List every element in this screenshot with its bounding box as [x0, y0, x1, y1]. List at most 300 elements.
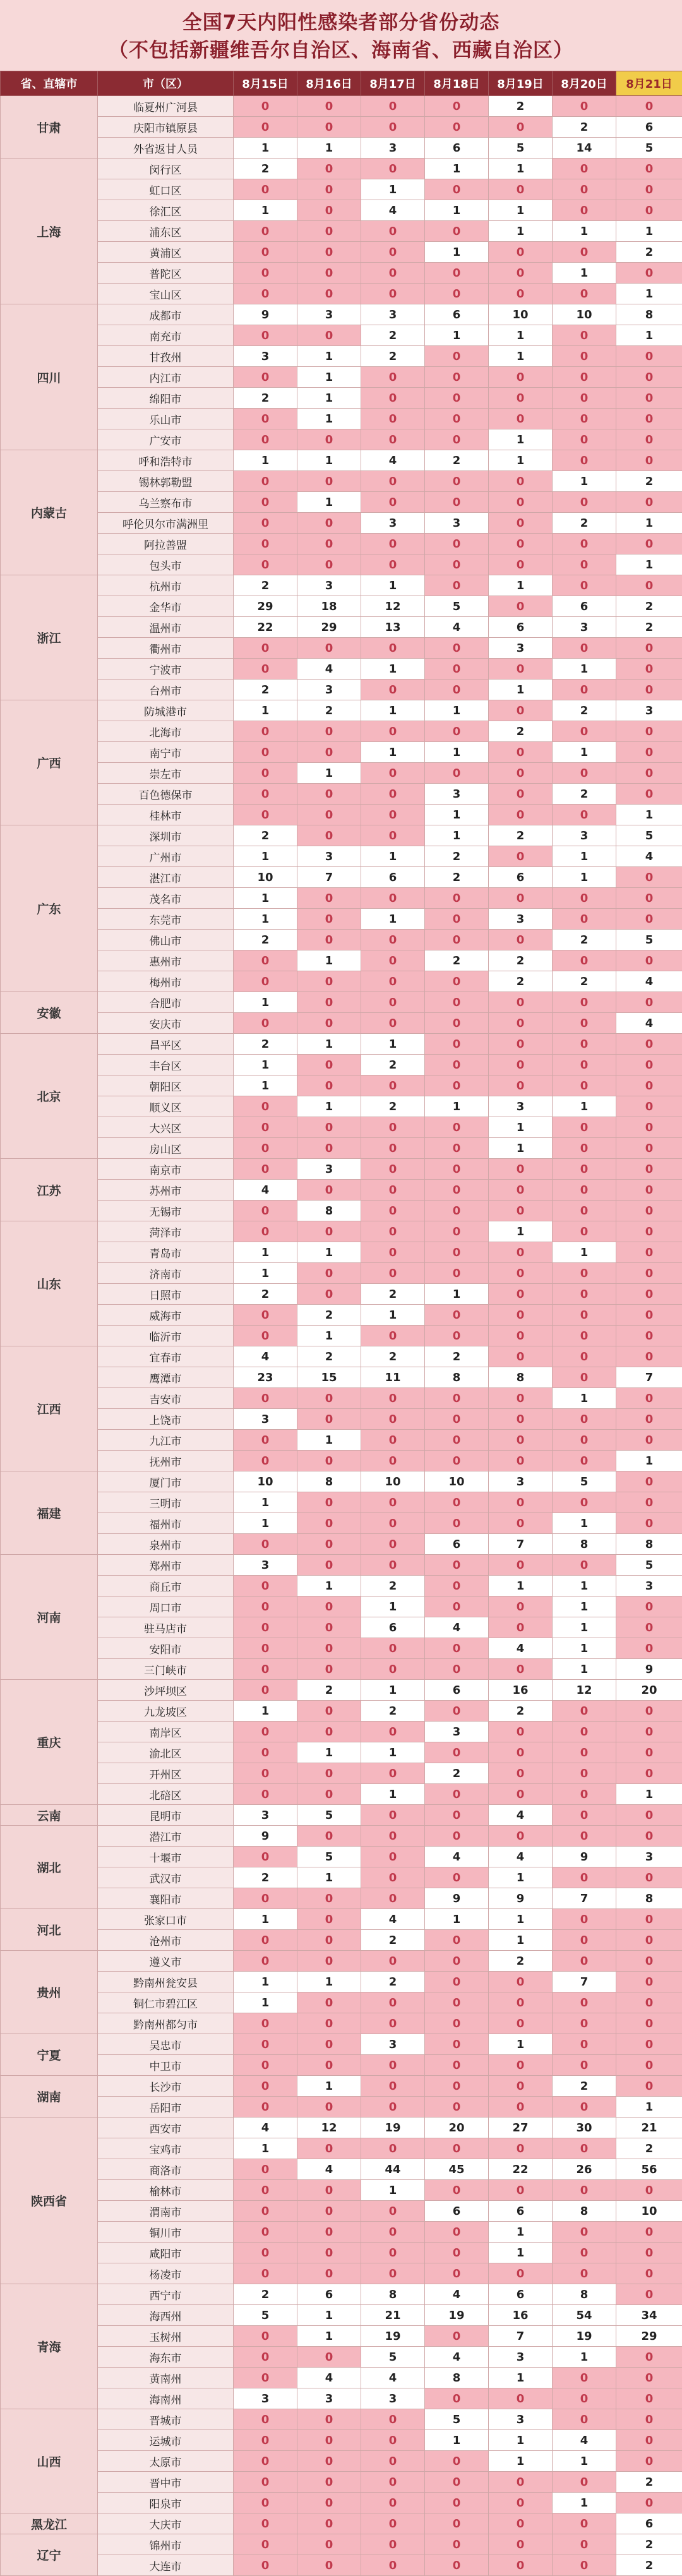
- table-row: [1, 1513, 682, 1534]
- count-cell: 2: [234, 388, 297, 409]
- count-cell: 0: [297, 513, 361, 534]
- count-cell: 0: [489, 2263, 553, 2284]
- count-cell: 0: [489, 1742, 553, 1763]
- table-row: [1, 1555, 682, 1576]
- count-cell: 1: [553, 1638, 616, 1659]
- table-row: [1, 2388, 682, 2409]
- city-cell: 衢州市: [98, 638, 234, 659]
- count-cell: 3: [489, 909, 553, 930]
- count-cell: 0: [489, 471, 553, 492]
- count-cell: 0: [234, 2347, 297, 2368]
- city-cell: 深圳市: [98, 825, 234, 846]
- count-cell: 0: [616, 1951, 682, 1972]
- count-cell: 0: [361, 96, 425, 117]
- city-cell: 海西州: [98, 2305, 234, 2326]
- count-cell: 4: [616, 846, 682, 867]
- count-cell: 0: [234, 763, 297, 784]
- city-cell: 青岛市: [98, 1242, 234, 1263]
- count-cell: 4: [425, 2284, 489, 2305]
- count-cell: 2: [234, 2284, 297, 2305]
- count-cell: 0: [361, 2451, 425, 2472]
- count-cell: 4: [234, 2118, 297, 2138]
- count-cell: 2: [553, 2076, 616, 2097]
- count-cell: 5: [297, 1847, 361, 1867]
- city-cell: 无锡市: [98, 1201, 234, 1221]
- count-cell: 0: [361, 1888, 425, 1909]
- count-cell: 0: [425, 2263, 489, 2284]
- count-cell: 0: [361, 1430, 425, 1451]
- city-cell: 中卫市: [98, 2055, 234, 2076]
- count-cell: 4: [489, 1805, 553, 1826]
- count-cell: 0: [297, 721, 361, 742]
- count-cell: 2: [489, 1701, 553, 1722]
- count-cell: 1: [361, 846, 425, 867]
- count-cell: 0: [425, 2034, 489, 2055]
- count-cell: 0: [616, 2409, 682, 2430]
- count-cell: 0: [297, 1388, 361, 1409]
- count-cell: 0: [425, 1034, 489, 1055]
- count-cell: 1: [361, 575, 425, 596]
- count-cell: 0: [425, 1826, 489, 1847]
- count-cell: 1: [489, 1909, 553, 1930]
- table-row: [1, 2097, 682, 2118]
- city-cell: 庆阳市镇原县: [98, 117, 234, 138]
- count-cell: 0: [297, 471, 361, 492]
- count-cell: 4: [425, 1847, 489, 1867]
- count-cell: 1: [234, 1909, 297, 1930]
- count-cell: 2: [361, 1576, 425, 1597]
- count-cell: 2: [234, 680, 297, 700]
- count-cell: 0: [425, 367, 489, 388]
- count-cell: 3: [361, 304, 425, 325]
- city-cell: 晋中市: [98, 2472, 234, 2493]
- count-cell: 1: [425, 1284, 489, 1305]
- count-cell: 2: [234, 1034, 297, 1055]
- city-cell: 内江市: [98, 367, 234, 388]
- count-cell: 2: [234, 1867, 297, 1888]
- count-cell: 0: [553, 1180, 616, 1201]
- table-row: [1, 1576, 682, 1597]
- table-row: [1, 1180, 682, 1201]
- table-row: [1, 221, 682, 242]
- table-row: [1, 1055, 682, 1075]
- count-cell: 8: [425, 2368, 489, 2388]
- count-cell: 1: [553, 1659, 616, 1680]
- count-cell: 0: [297, 2555, 361, 2576]
- count-cell: 0: [553, 1305, 616, 1326]
- count-cell: 0: [234, 471, 297, 492]
- count-cell: 0: [425, 1180, 489, 1201]
- count-cell: 0: [489, 992, 553, 1013]
- city-cell: 防城港市: [98, 700, 234, 721]
- count-cell: 3: [361, 2034, 425, 2055]
- count-cell: 0: [234, 2493, 297, 2513]
- count-cell: 0: [553, 2180, 616, 2201]
- count-cell: 0: [616, 1763, 682, 1784]
- count-cell: 20: [425, 2118, 489, 2138]
- count-cell: 6: [425, 1680, 489, 1701]
- count-cell: 1: [297, 388, 361, 409]
- count-cell: 0: [425, 534, 489, 554]
- count-cell: 3: [489, 1096, 553, 1117]
- count-cell: 0: [553, 1742, 616, 1763]
- count-cell: 1: [553, 1617, 616, 1638]
- count-cell: 0: [425, 659, 489, 680]
- count-cell: 0: [297, 179, 361, 200]
- count-cell: 4: [489, 1638, 553, 1659]
- count-cell: 0: [361, 2055, 425, 2076]
- count-cell: 0: [489, 2076, 553, 2097]
- count-cell: 45: [425, 2159, 489, 2180]
- count-cell: 0: [489, 2013, 553, 2034]
- table-row: [1, 1159, 682, 1180]
- table-row: [1, 2472, 682, 2493]
- count-cell: 0: [297, 325, 361, 346]
- count-cell: 0: [616, 1992, 682, 2013]
- count-cell: 0: [297, 1492, 361, 1513]
- count-cell: 0: [616, 2180, 682, 2201]
- count-cell: 8: [553, 2201, 616, 2222]
- count-cell: 3: [297, 575, 361, 596]
- table-row: [1, 1951, 682, 1972]
- count-cell: 7: [616, 1367, 682, 1388]
- count-cell: 0: [425, 471, 489, 492]
- table-row: [1, 429, 682, 450]
- city-cell: 包头市: [98, 554, 234, 575]
- count-cell: 1: [553, 1242, 616, 1263]
- count-cell: 9: [234, 1826, 297, 1847]
- count-cell: 0: [489, 1034, 553, 1055]
- count-cell: 0: [425, 554, 489, 575]
- city-cell: 菏泽市: [98, 1221, 234, 1242]
- count-cell: 0: [616, 346, 682, 367]
- table-row: [1, 1430, 682, 1451]
- city-cell: 朝阳区: [98, 1075, 234, 1096]
- count-cell: 0: [297, 1826, 361, 1847]
- count-cell: 0: [616, 1201, 682, 1221]
- count-cell: 0: [234, 1534, 297, 1555]
- table-row: [1, 1847, 682, 1867]
- count-cell: 30: [553, 2118, 616, 2138]
- city-cell: 宜春市: [98, 1346, 234, 1367]
- count-cell: 1: [297, 492, 361, 513]
- count-cell: 0: [234, 2472, 297, 2493]
- count-cell: 0: [553, 346, 616, 367]
- count-cell: 0: [234, 554, 297, 575]
- count-cell: 0: [616, 1909, 682, 1930]
- count-cell: 0: [234, 2159, 297, 2180]
- count-cell: 1: [553, 2347, 616, 2368]
- count-cell: 0: [553, 1492, 616, 1513]
- table-row: [1, 1659, 682, 1680]
- count-cell: 1: [489, 346, 553, 367]
- count-cell: 6: [425, 2201, 489, 2222]
- count-cell: 0: [489, 2388, 553, 2409]
- city-cell: 大连市: [98, 2555, 234, 2576]
- count-cell: 1: [553, 2451, 616, 2472]
- table-row: [1, 2138, 682, 2159]
- count-cell: 0: [489, 1346, 553, 1367]
- count-cell: 0: [425, 1742, 489, 1763]
- table-row: [1, 888, 682, 909]
- count-cell: 7: [553, 1888, 616, 1909]
- count-cell: 0: [297, 971, 361, 992]
- table-row: [1, 1784, 682, 1805]
- count-cell: 0: [361, 1722, 425, 1742]
- count-cell: 5: [425, 596, 489, 617]
- count-cell: 0: [234, 742, 297, 763]
- table-row: [1, 1263, 682, 1284]
- province-cell: 贵州: [1, 1951, 98, 2034]
- count-cell: 0: [425, 1972, 489, 1992]
- count-cell: 1: [553, 1096, 616, 1117]
- city-cell: 丰台区: [98, 1055, 234, 1075]
- count-cell: 0: [234, 367, 297, 388]
- count-cell: 1: [361, 1034, 425, 1055]
- count-cell: 0: [234, 1326, 297, 1346]
- count-cell: 0: [616, 367, 682, 388]
- count-cell: 0: [234, 2034, 297, 2055]
- count-cell: 7: [489, 2326, 553, 2347]
- count-cell: 0: [425, 1201, 489, 1221]
- city-cell: 抚州市: [98, 1451, 234, 1471]
- city-cell: 开州区: [98, 1763, 234, 1784]
- count-cell: 0: [361, 2513, 425, 2534]
- count-cell: 0: [616, 179, 682, 200]
- table-row: [1, 2263, 682, 2284]
- count-cell: 0: [361, 1221, 425, 1242]
- count-cell: 1: [616, 1451, 682, 1471]
- province-cell: 辽宁: [1, 2534, 98, 2576]
- count-cell: 0: [297, 2263, 361, 2284]
- province-cell: 上海: [1, 159, 98, 304]
- count-cell: 5: [361, 2347, 425, 2368]
- count-cell: 0: [616, 1138, 682, 1159]
- count-cell: 0: [361, 1513, 425, 1534]
- count-cell: 0: [234, 1201, 297, 1221]
- count-cell: 8: [553, 1534, 616, 1555]
- count-cell: 44: [361, 2159, 425, 2180]
- count-cell: 1: [234, 200, 297, 221]
- count-cell: 0: [361, 1638, 425, 1659]
- count-cell: 0: [553, 429, 616, 450]
- count-cell: 0: [297, 1701, 361, 1722]
- count-cell: 3: [425, 513, 489, 534]
- city-cell: 晋城市: [98, 2409, 234, 2430]
- count-cell: 2: [297, 1305, 361, 1326]
- count-cell: 3: [297, 846, 361, 867]
- count-cell: 6: [489, 617, 553, 638]
- city-cell: 西安市: [98, 2118, 234, 2138]
- count-cell: 0: [616, 2347, 682, 2368]
- count-cell: 1: [297, 1034, 361, 1055]
- count-cell: 0: [297, 888, 361, 909]
- count-cell: 2: [616, 2555, 682, 2576]
- count-cell: 0: [297, 2034, 361, 2055]
- count-cell: 0: [616, 2368, 682, 2388]
- count-cell: 0: [489, 367, 553, 388]
- province-cell: 山东: [1, 1221, 98, 1346]
- count-cell: 4: [553, 2430, 616, 2451]
- count-cell: 10: [425, 1471, 489, 1492]
- count-cell: 0: [297, 1075, 361, 1096]
- city-cell: 渭南市: [98, 2201, 234, 2222]
- count-cell: 0: [297, 1722, 361, 1742]
- count-cell: 0: [425, 992, 489, 1013]
- count-cell: 3: [489, 638, 553, 659]
- count-cell: 5: [234, 2305, 297, 2326]
- count-cell: 0: [234, 2409, 297, 2430]
- count-cell: 0: [425, 1638, 489, 1659]
- count-cell: 1: [361, 1680, 425, 1701]
- count-cell: 0: [553, 2013, 616, 2034]
- count-cell: 4: [361, 2368, 425, 2388]
- count-cell: 0: [616, 1242, 682, 1263]
- count-cell: 0: [553, 1805, 616, 1826]
- count-cell: 0: [297, 909, 361, 930]
- count-cell: 0: [297, 1138, 361, 1159]
- count-cell: 0: [361, 1326, 425, 1346]
- city-cell: 大兴区: [98, 1117, 234, 1138]
- count-cell: 6: [553, 596, 616, 617]
- count-cell: 0: [616, 1263, 682, 1284]
- count-cell: 0: [297, 2472, 361, 2493]
- count-cell: 0: [616, 575, 682, 596]
- count-cell: 10: [553, 304, 616, 325]
- count-cell: 1: [489, 1221, 553, 1242]
- count-cell: 12: [553, 1680, 616, 1701]
- count-cell: 6: [425, 304, 489, 325]
- count-cell: 1: [553, 1513, 616, 1534]
- count-cell: 0: [489, 784, 553, 805]
- count-cell: 0: [616, 1722, 682, 1742]
- count-cell: 1: [425, 825, 489, 846]
- count-cell: 0: [234, 242, 297, 263]
- city-cell: 锦州市: [98, 2534, 234, 2555]
- table-row: [1, 846, 682, 867]
- count-cell: 0: [489, 1659, 553, 1680]
- count-cell: 0: [361, 554, 425, 575]
- count-cell: 0: [553, 2263, 616, 2284]
- count-cell: 0: [616, 680, 682, 700]
- count-cell: 0: [361, 763, 425, 784]
- count-cell: 0: [616, 1159, 682, 1180]
- count-cell: 10: [616, 2201, 682, 2222]
- count-cell: 2: [297, 700, 361, 721]
- count-cell: 0: [425, 96, 489, 117]
- count-cell: 6: [361, 1617, 425, 1638]
- count-cell: 2: [361, 1930, 425, 1951]
- city-cell: 闵行区: [98, 159, 234, 179]
- count-cell: 0: [616, 888, 682, 909]
- count-cell: 0: [361, 638, 425, 659]
- count-cell: 0: [553, 2222, 616, 2243]
- city-cell: 昆明市: [98, 1805, 234, 1826]
- count-cell: 3: [361, 513, 425, 534]
- count-cell: 0: [425, 221, 489, 242]
- count-cell: 34: [616, 2305, 682, 2326]
- count-cell: 0: [616, 492, 682, 513]
- count-cell: 1: [297, 1576, 361, 1597]
- count-cell: 1: [234, 138, 297, 159]
- count-cell: 0: [489, 1617, 553, 1638]
- count-cell: 0: [361, 2201, 425, 2222]
- count-cell: 0: [297, 825, 361, 846]
- count-cell: 12: [361, 596, 425, 617]
- count-cell: 1: [297, 367, 361, 388]
- count-cell: 0: [489, 179, 553, 200]
- count-cell: 0: [361, 1117, 425, 1138]
- count-cell: 0: [361, 367, 425, 388]
- count-cell: 4: [297, 2368, 361, 2388]
- count-cell: 0: [553, 1867, 616, 1888]
- count-cell: 2: [234, 575, 297, 596]
- count-cell: 0: [297, 1909, 361, 1930]
- count-cell: 2: [616, 2472, 682, 2493]
- header-row: [1, 71, 682, 96]
- count-cell: 0: [297, 2201, 361, 2222]
- count-cell: 1: [234, 846, 297, 867]
- count-cell: 0: [234, 1888, 297, 1909]
- count-cell: 0: [553, 1221, 616, 1242]
- count-cell: 0: [553, 2138, 616, 2159]
- count-cell: 0: [297, 2055, 361, 2076]
- city-cell: 昌平区: [98, 1034, 234, 1055]
- table-row: [1, 138, 682, 159]
- count-cell: 16: [489, 1680, 553, 1701]
- count-cell: 0: [616, 409, 682, 429]
- city-cell: 海东市: [98, 2347, 234, 2368]
- table-row: [1, 596, 682, 617]
- count-cell: 0: [425, 1701, 489, 1722]
- count-cell: 0: [234, 179, 297, 200]
- count-cell: 0: [234, 2263, 297, 2284]
- count-cell: 0: [616, 1513, 682, 1534]
- count-cell: 0: [361, 1263, 425, 1284]
- count-cell: 1: [553, 1576, 616, 1597]
- count-cell: 0: [234, 2097, 297, 2118]
- count-cell: 8: [616, 1534, 682, 1555]
- count-cell: 0: [616, 1117, 682, 1138]
- count-cell: 0: [489, 1555, 553, 1576]
- count-cell: 1: [361, 1305, 425, 1326]
- table-row: [1, 784, 682, 805]
- count-cell: 0: [297, 159, 361, 179]
- table-row: [1, 1284, 682, 1305]
- count-cell: 1: [553, 2493, 616, 2513]
- count-cell: 0: [553, 367, 616, 388]
- city-cell: 广州市: [98, 846, 234, 867]
- count-cell: 0: [234, 96, 297, 117]
- table-row: [1, 367, 682, 388]
- province-cell: 北京: [1, 1034, 98, 1159]
- city-cell: 临沂市: [98, 1326, 234, 1346]
- count-cell: 0: [425, 1930, 489, 1951]
- count-cell: 0: [297, 1659, 361, 1680]
- city-cell: 北碚区: [98, 1784, 234, 1805]
- count-cell: 0: [489, 1263, 553, 1284]
- count-cell: 9: [489, 1888, 553, 1909]
- count-cell: 1: [425, 1096, 489, 1117]
- header-date: 8月17日: [361, 71, 425, 96]
- count-cell: 1: [489, 2243, 553, 2263]
- count-cell: 0: [234, 1138, 297, 1159]
- count-cell: 0: [553, 1909, 616, 1930]
- count-cell: 0: [489, 2138, 553, 2159]
- count-cell: 2: [553, 971, 616, 992]
- count-cell: 0: [425, 346, 489, 367]
- count-cell: 0: [297, 1534, 361, 1555]
